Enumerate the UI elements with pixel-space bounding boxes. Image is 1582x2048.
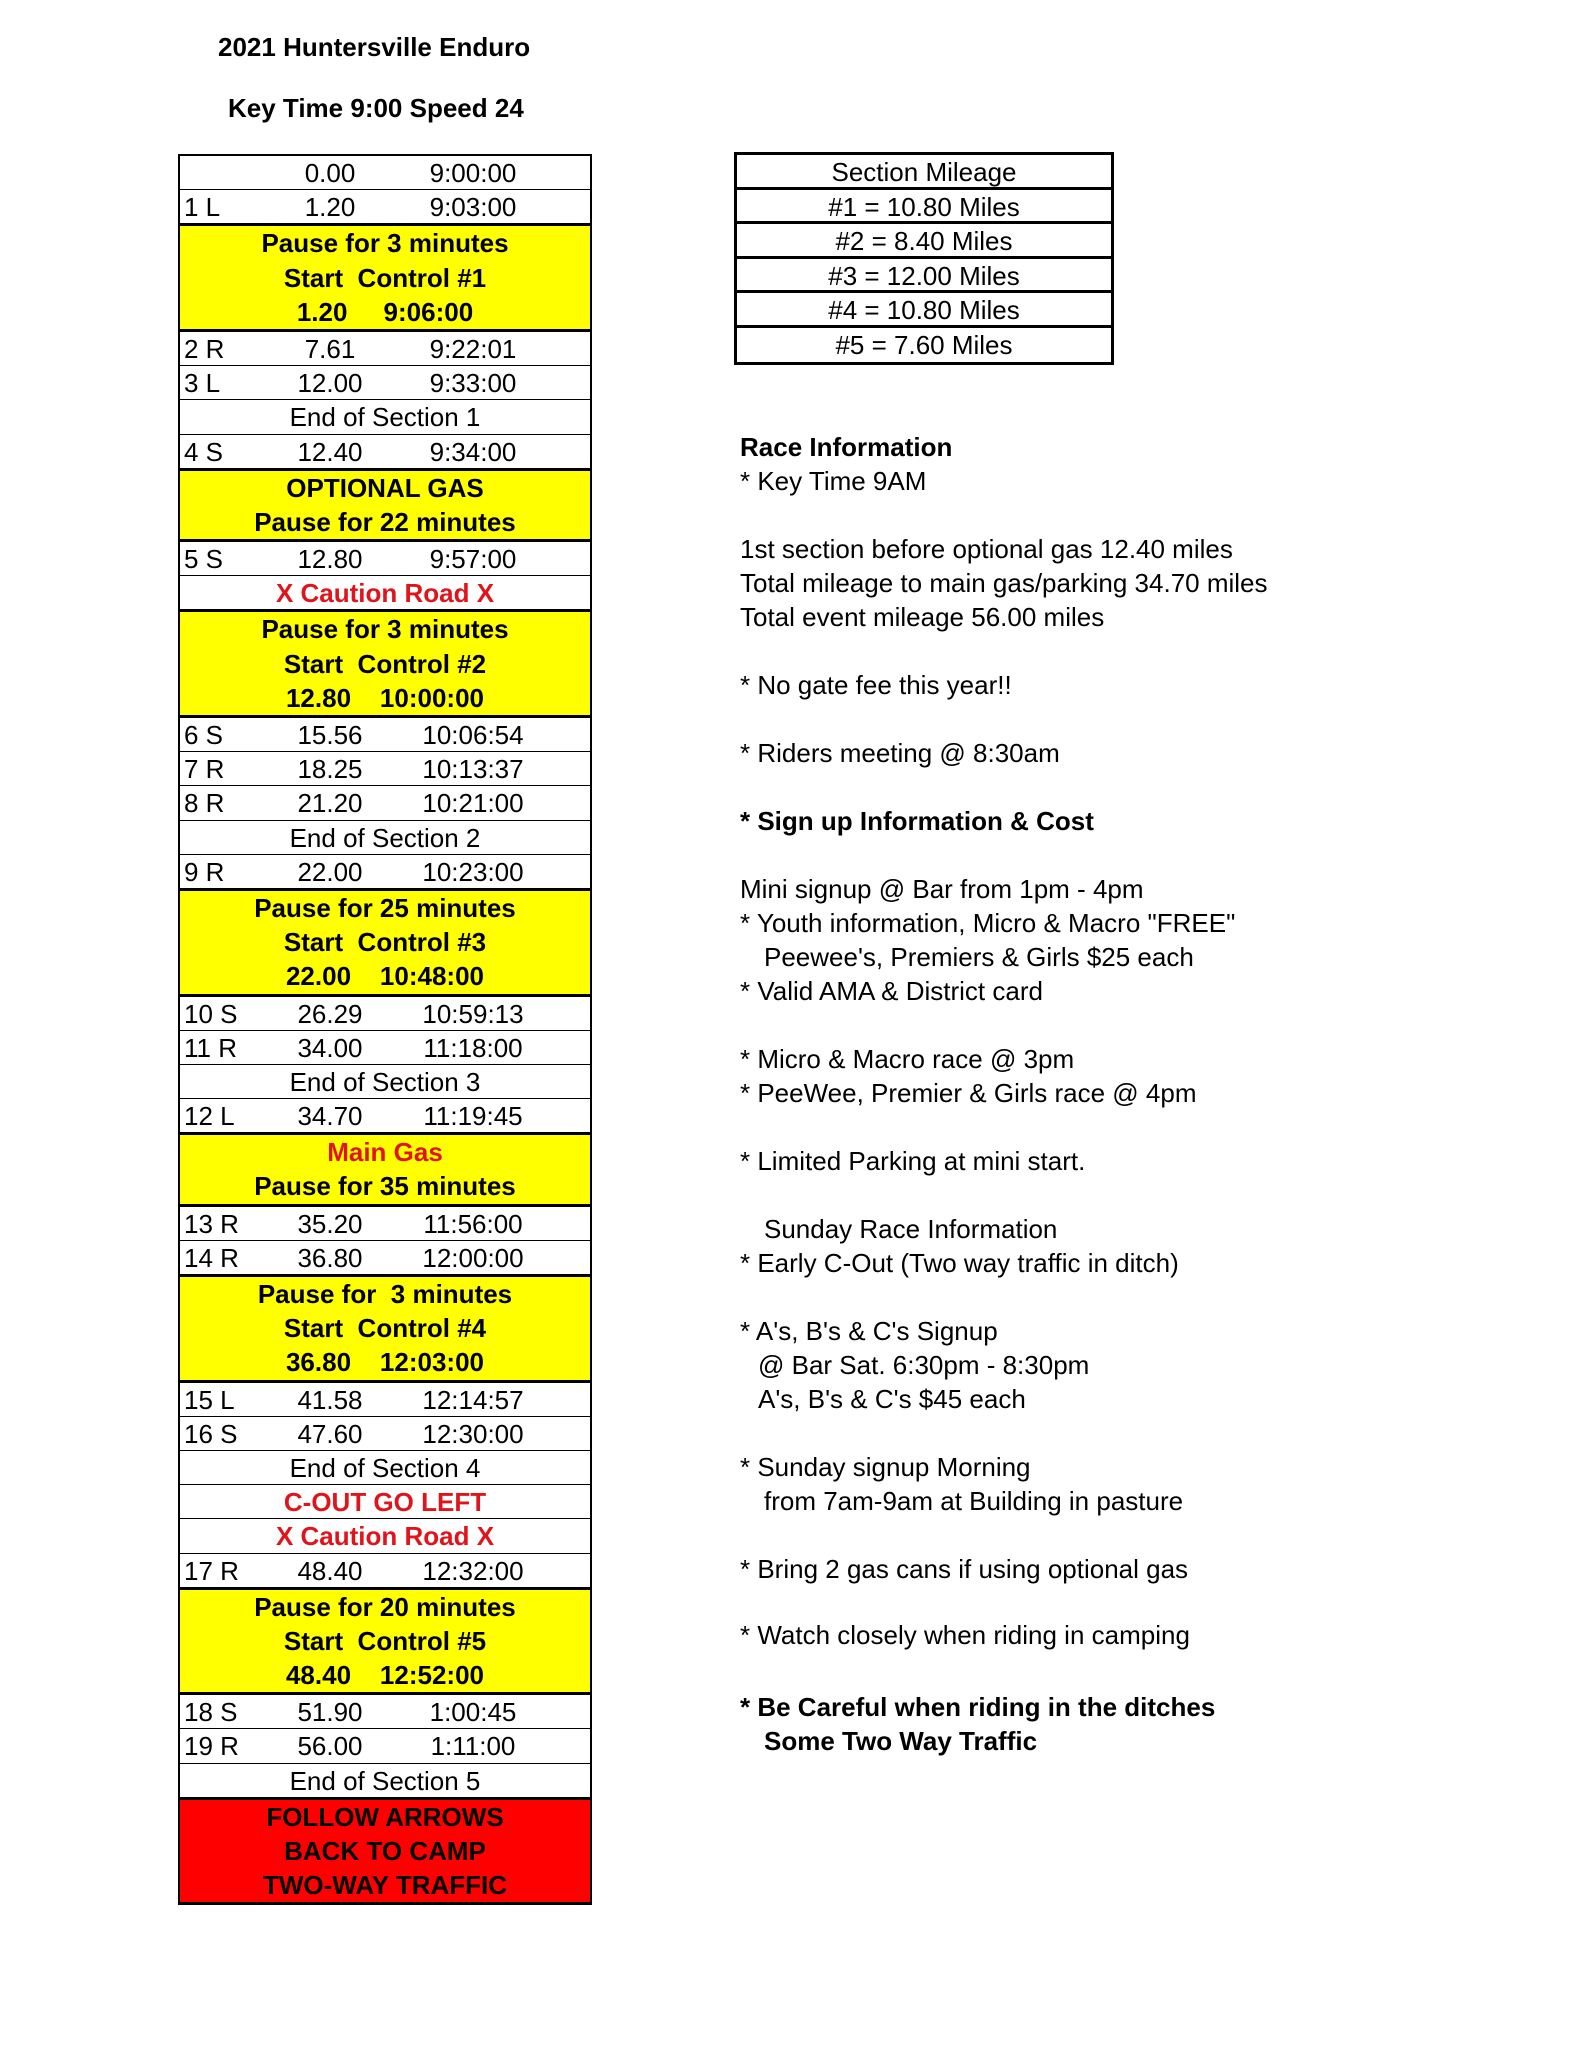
box-line [180, 925, 590, 959]
turn-label: 12 L [184, 1101, 235, 1132]
mileage-value: 12.40 [297, 436, 363, 467]
box-line-text: OPTIONAL GAS [286, 472, 484, 503]
mileage-value: 12.00 [297, 368, 363, 399]
time-value: 9:00:00 [429, 158, 517, 188]
mileage-value: 1.20 [304, 192, 356, 223]
box-line [180, 1624, 590, 1658]
box-line [180, 612, 590, 646]
warning-row [180, 1485, 590, 1519]
mileage-value: 41.58 [297, 1384, 363, 1415]
time-value: 12:14:57 [422, 1384, 524, 1415]
time-value: 1:11:00 [430, 1731, 516, 1762]
mileage-value: 7.61 [304, 333, 356, 364]
time-value: 9:33:00 [429, 368, 517, 399]
section-mileage-row: #4 = 10.80 Miles [737, 293, 1111, 328]
mileage-value: 26.29 [297, 998, 363, 1029]
mileage-value: 21.20 [297, 788, 363, 819]
sunday-heading: Sunday Race Information [764, 1214, 1058, 1244]
pause-control-box [180, 1588, 590, 1696]
time-value: 10:59:13 [422, 998, 524, 1029]
checkpoint-row [180, 1031, 590, 1065]
time-value: 9:03:00 [429, 192, 517, 223]
mileage-value: 18.25 [297, 754, 363, 785]
checkpoint-row [180, 855, 590, 889]
mileage-value: 15.56 [297, 720, 363, 750]
box-line [180, 1868, 590, 1902]
checkpoint-row [180, 542, 590, 576]
turn-label: 13 R [184, 1208, 239, 1239]
checkpoint-row [180, 997, 590, 1031]
document-title: 2021 Huntersville Enduro [218, 32, 531, 62]
section-mileage-row: #3 = 12.00 Miles [737, 259, 1111, 294]
first-section-note: 1st section before optional gas 12.40 miles [740, 534, 1233, 564]
mileage-value: 35.20 [297, 1208, 363, 1239]
peewee-cost-note: Peewee's, Premiers & Girls $25 each [764, 942, 1194, 972]
time-value: 12:32:00 [422, 1555, 524, 1586]
row-text: End of Section 3 [289, 1066, 481, 1097]
turn-label: 3 L [184, 368, 221, 399]
abc-bar-note: @ Bar Sat. 6:30pm - 8:30pm [758, 1350, 1090, 1380]
section-mileage-header: Section Mileage [737, 155, 1111, 190]
pause-control-box [180, 1133, 590, 1206]
checkpoint-row [180, 1695, 590, 1729]
route-schedule-table [178, 154, 592, 1905]
box-line [180, 647, 590, 681]
parking-note: * Limited Parking at mini start. [740, 1146, 1086, 1176]
time-value: 12:00:00 [422, 1242, 524, 1273]
box-line-text: 1.20 9:06:00 [296, 296, 474, 327]
box-line-text: BACK TO CAMP [284, 1836, 486, 1866]
total-main-note: Total mileage to main gas/parking 34.70 miles [740, 568, 1268, 598]
mileage-value: 34.70 [297, 1101, 363, 1132]
box-line-text: Pause for 3 minutes [257, 1279, 513, 1309]
checkpoint-row [180, 1241, 590, 1275]
turn-label: 8 R [184, 788, 225, 819]
signup-heading: * Sign up Information & Cost [740, 806, 1094, 836]
turn-label: 18 S [184, 1697, 238, 1728]
box-line-text: Start Control #1 [283, 262, 487, 293]
time-value: 11:56:00 [423, 1208, 523, 1239]
pause-control-box [180, 224, 590, 332]
turn-label: 5 S [184, 544, 224, 575]
mileage-value: 22.00 [297, 856, 363, 887]
row-text: End of Section 2 [289, 822, 481, 853]
box-line [180, 261, 590, 295]
abc-signup-note: * A's, B's & C's Signup [740, 1316, 998, 1346]
box-line-text: TWO-WAY TRAFFIC [262, 1870, 508, 1901]
key-time-subtitle: Key Time 9:00 Speed 24 [228, 93, 524, 123]
box-line [180, 681, 590, 715]
time-value: 9:34:00 [429, 436, 517, 467]
box-line [180, 505, 590, 539]
pause-control-box [180, 1275, 590, 1383]
row-text: End of Section 1 [289, 402, 481, 433]
section-end-row [180, 821, 590, 855]
time-value: 1:00:45 [429, 1697, 517, 1728]
box-line-text: 36.80 12:03:00 [285, 1347, 485, 1378]
return-instructions-box [180, 1798, 590, 1906]
total-event-note: Total event mileage 56.00 miles [740, 602, 1105, 632]
checkpoint-row [180, 1417, 590, 1451]
turn-label: 14 R [184, 1242, 239, 1273]
mileage-value: 51.90 [297, 1697, 363, 1728]
section-mileage-row: #2 = 8.40 Miles [737, 224, 1111, 259]
two-way-note: Some Two Way Traffic [764, 1726, 1038, 1756]
checkpoint-row [180, 1207, 590, 1241]
ama-card-note: * Valid AMA & District card [740, 976, 1043, 1006]
box-line-text: Pause for 20 minutes [254, 1591, 516, 1622]
box-line-text: Pause for 22 minutes [254, 506, 516, 537]
checkpoint-row [180, 190, 590, 224]
box-line-text: 48.40 12:52:00 [285, 1660, 485, 1691]
sunday-signup-where-note: from 7am-9am at Building in pasture [764, 1486, 1184, 1516]
box-line-text: Start Control #4 [283, 1313, 487, 1344]
box-line-text: Main Gas [327, 1137, 443, 1168]
time-value: 10:23:00 [422, 856, 524, 887]
box-line [180, 891, 590, 925]
section-end-row [180, 1764, 590, 1798]
box-line-text: Start Control #5 [283, 1625, 487, 1656]
mileage-value: 34.00 [297, 1032, 363, 1063]
section-mileage-row: #5 = 7.60 Miles [835, 329, 1013, 360]
time-value: 11:18:00 [423, 1032, 523, 1063]
box-line [180, 1277, 590, 1311]
mileage-value: 0.00 [304, 158, 356, 188]
box-line [180, 1590, 590, 1624]
checkpoint-row [180, 1554, 590, 1588]
checkpoint-row [180, 435, 590, 469]
row-text: X Caution Road X [275, 1521, 495, 1552]
row-text: End of Section 4 [289, 1452, 481, 1483]
abc-cost-note: A's, B's & C's $45 each [758, 1384, 1026, 1414]
box-line-text: Start Control #3 [283, 927, 487, 958]
turn-label: 16 S [184, 1418, 238, 1449]
turn-label: 11 R [184, 1032, 237, 1063]
box-line-text: 22.00 10:48:00 [285, 961, 485, 992]
pause-control-box [180, 889, 590, 997]
turn-label: 1 L [184, 192, 221, 223]
checkpoint-row [180, 752, 590, 786]
time-value: 9:57:00 [429, 544, 517, 575]
checkpoint-row [180, 718, 590, 752]
box-line-text: FOLLOW ARROWS [266, 1801, 504, 1832]
box-line [180, 295, 590, 329]
time-value: 9:22:01 [429, 333, 517, 364]
checkpoint-row [180, 1099, 590, 1133]
turn-label: 17 R [184, 1555, 239, 1586]
checkpoint-row [180, 332, 590, 366]
box-line [180, 959, 590, 993]
turn-label: 9 R [184, 856, 225, 887]
checkpoint-row [180, 366, 590, 400]
box-line-text: 12.80 10:00:00 [285, 682, 485, 713]
turn-label: 10 S [184, 998, 238, 1029]
row-text: C-OUT GO LEFT [283, 1487, 487, 1518]
box-line [180, 1169, 590, 1203]
checkpoint-row [180, 786, 590, 820]
riders-meeting-note: * Riders meeting @ 8:30am [740, 738, 1060, 768]
mileage-value: 56.00 [297, 1731, 363, 1762]
time-value: 10:13:37 [422, 754, 524, 785]
pause-control-box [180, 469, 590, 542]
warning-row [180, 1519, 590, 1553]
box-line [180, 1135, 590, 1169]
box-line-text: Pause for 3 minutes [261, 614, 509, 645]
early-cout-note: * Early C-Out (Two way traffic in ditch) [740, 1248, 1179, 1278]
mini-signup-note: Mini signup @ Bar from 1pm - 4pm [740, 874, 1144, 904]
turn-label: 19 R [184, 1731, 239, 1762]
careful-note: * Be Careful when riding in the ditches [740, 1692, 1216, 1722]
gate-fee-note: * No gate fee this year!! [740, 670, 1012, 700]
section-mileage-row: #1 = 10.80 Miles [737, 190, 1111, 225]
time-value: 11:19:45 [423, 1101, 523, 1132]
mileage-value: 36.80 [297, 1242, 363, 1273]
checkpoint-row [180, 1729, 590, 1763]
box-line-text: Pause for 35 minutes [254, 1171, 516, 1202]
mileage-value: 12.80 [297, 544, 363, 575]
turn-label: 2 R [184, 333, 225, 364]
section-mileage-table [734, 152, 1114, 365]
checkpoint-row [180, 1383, 590, 1417]
box-line [180, 1345, 590, 1379]
box-line-text: Start Control #2 [283, 648, 487, 679]
box-line [180, 1658, 590, 1692]
gas-cans-note: * Bring 2 gas cans if using optional gas [740, 1554, 1189, 1584]
youth-info-note: * Youth information, Micro & Macro "FREE" [740, 908, 1236, 938]
time-value: 10:06:54 [422, 720, 524, 750]
box-line [180, 1800, 590, 1834]
camping-note: * Watch closely when riding in camping [740, 1620, 1190, 1650]
key-time-note: * Key Time 9AM [740, 466, 927, 496]
row-text: End of Section 5 [289, 1765, 481, 1796]
row-text: X Caution Road X [275, 578, 495, 609]
warning-row [180, 576, 590, 610]
box-line-text: Pause for 25 minutes [254, 892, 516, 923]
time-value: 12:30:00 [422, 1418, 524, 1449]
turn-label: 15 L [184, 1384, 235, 1415]
section-end-row [180, 1451, 590, 1485]
race-info-heading: Race Information [740, 432, 953, 462]
pause-control-box [180, 610, 590, 718]
micro-race-note: * Micro & Macro race @ 3pm [740, 1044, 1075, 1074]
turn-label: 6 S [184, 720, 224, 750]
box-line-text: Pause for 3 minutes [261, 228, 509, 259]
mileage-value: 47.60 [297, 1418, 363, 1449]
sunday-signup-note: * Sunday signup Morning [740, 1452, 1031, 1482]
section-end-row [180, 1065, 590, 1099]
mileage-value: 48.40 [297, 1555, 363, 1586]
box-line [180, 471, 590, 505]
time-value: 10:21:00 [422, 788, 524, 819]
checkpoint-row [180, 156, 590, 190]
section-end-row [180, 400, 590, 434]
box-line [180, 226, 590, 260]
turn-label: 7 R [184, 754, 225, 785]
turn-label: 4 S [184, 436, 224, 467]
box-line [180, 1311, 590, 1345]
box-line [180, 1834, 590, 1868]
peewee-race-note: * PeeWee, Premier & Girls race @ 4pm [740, 1078, 1197, 1108]
